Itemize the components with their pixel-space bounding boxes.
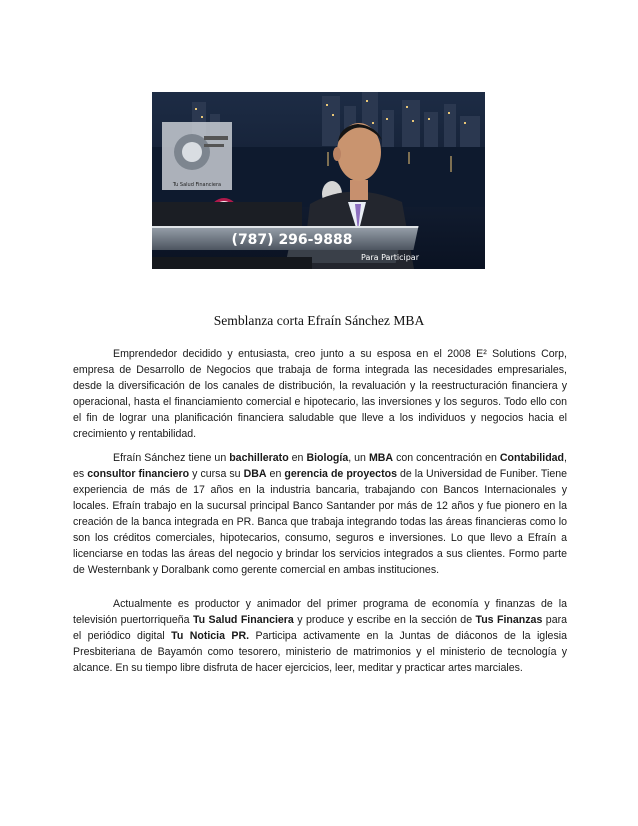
paragraph-1 (73, 346, 567, 442)
phone-number-text: (787) 296-9888 (231, 232, 353, 248)
p2-text: , es (73, 452, 567, 480)
banner-text: Para Participar (360, 253, 420, 262)
p3-text: para el periódico digital (73, 614, 568, 642)
p2-bold: gerencia de proyectos (284, 468, 397, 480)
p3-bold: Tus Finanzas (475, 614, 543, 626)
p3-text: Participa activamente en la Juntas de diáconos de la iglesia Presbiteriana de Bayamón como tesorero, ministerio de matrimonios y el ministerio de tecnología y alcance. En su tiempo libre disfruta de hacer ejercicios, leer, meditar y practicar artes marciales. (73, 630, 567, 674)
p2-text: Efraín Sánchez tiene un (113, 452, 230, 464)
p3-text: Actualmente es productor y animador del primer programa de economía y finanzas de la televisión puertorriqueña (73, 598, 567, 626)
p2-bold: MBA (368, 452, 394, 464)
p2-bold: bachillerato (229, 452, 289, 464)
p2-text: , un (348, 452, 369, 464)
p2-bold: consultor financiero (87, 468, 190, 480)
show-logo-text: Tu Salud Financiera (172, 182, 222, 188)
p2-text: en (266, 468, 285, 480)
document-title: Semblanza corta Efraín Sánchez MBA (213, 313, 425, 328)
paragraph-2 (73, 450, 567, 578)
p3-bold: Tu Salud Financiera (192, 614, 294, 626)
p2-bold: Biología (306, 452, 349, 464)
p2-text: de la Universidad de Funiber. Tiene experiencia de más de 17 años en la industria bancaria, trabajando con Bancos Internacionales y locales. Efraín trabajo en la sucursal principal Banco Santander por más de 12 años y fue pionero en la creación de la banca integrada en PR. Banca que trabaja integrando todas las áreas financieras como lo son los créditos comerciales, hipotecarios, consumo, seguros e inversiones. Lo que llevo a Efraín a licenciarse en todas las áreas del negocio y brindar los servicios integrados a sus clientes. Formo parte de Westernbank y Doralbank como gerente comercial en ambas instituciones. (73, 468, 567, 576)
p2-bold: Contabilidad (499, 452, 565, 464)
p2-text: y cursa su (189, 468, 244, 480)
p2-text: con concentración en (393, 452, 500, 464)
tv-show-photo (152, 92, 485, 269)
paragraph-3 (73, 596, 567, 676)
p3-bold: Tu Noticia PR. (171, 630, 250, 642)
paragraph-1-text: Emprendedor decidido y entusiasta, creo junto a su esposa en el 2008 E² Solutions Corp, empresa de Desarrollo de Negocios que trabaja de forma integrada las necesidades empresariales, desde la diversificación de los canales de distribución, la revaluación y la reestructuración financiera y operacional, hasta el financiamiento comercial e hipotecario, las inversiones y los seguros. Todo ello con el fin de lograr una planificación financiera saludable que lleve a los individuos y negocios hacia el crecimiento y rentabilidad. (73, 348, 567, 440)
p2-text: en (288, 452, 307, 464)
p2-bold: DBA (243, 468, 267, 480)
p3-text: y produce y escribe en la sección de (293, 614, 476, 626)
